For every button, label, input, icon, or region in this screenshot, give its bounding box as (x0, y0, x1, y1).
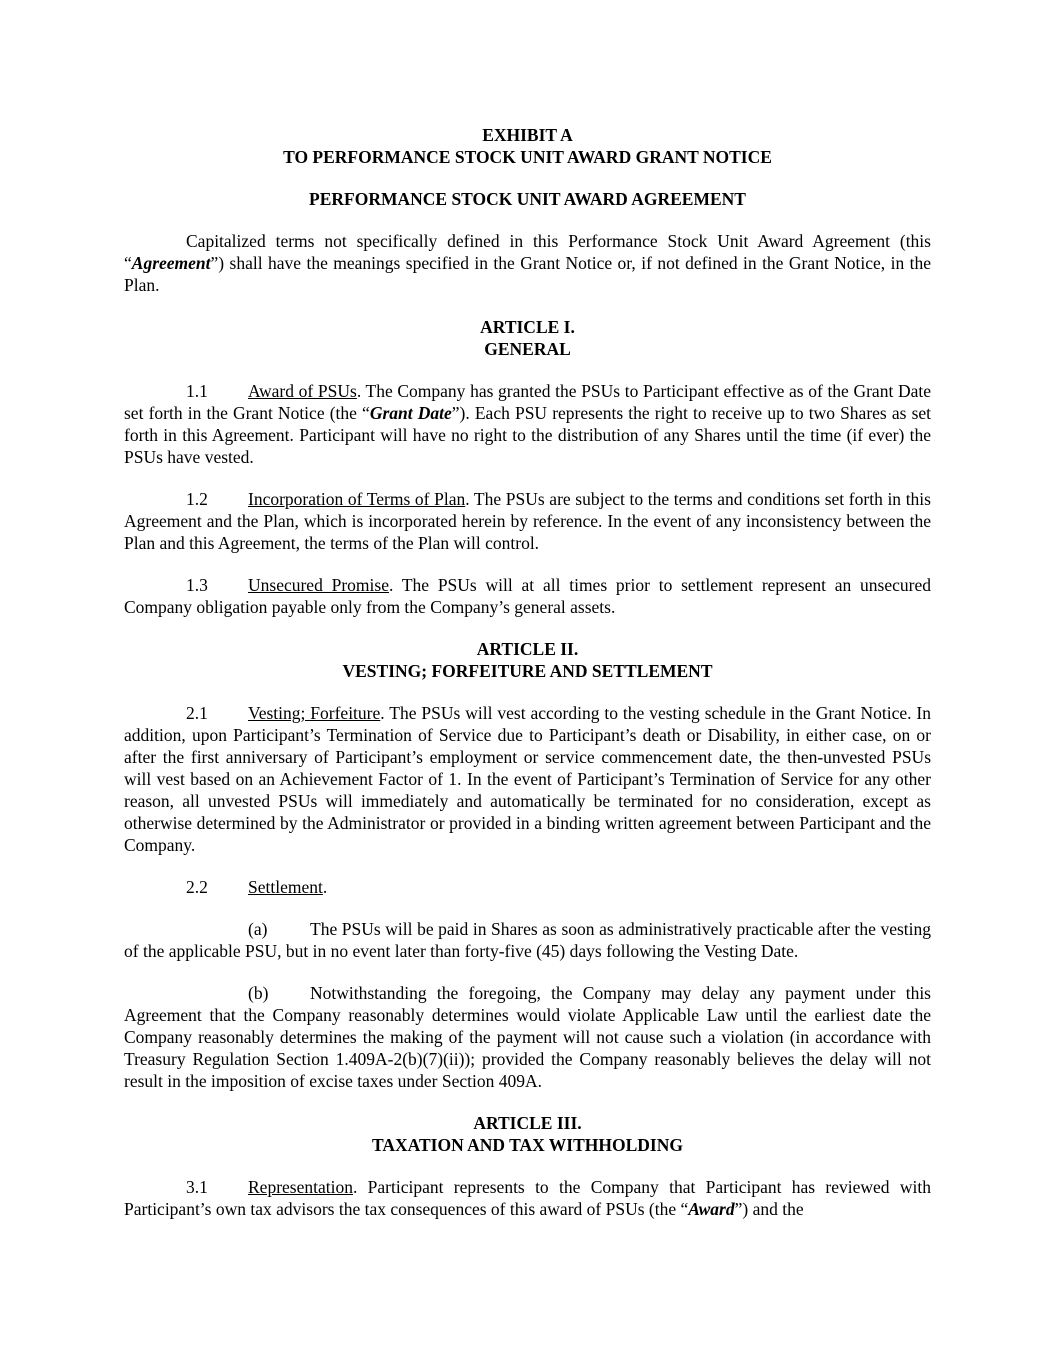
intro-paragraph: Capitalized terms not specifically defined in this Performance Stock Unit Award Agreement (this “Agreement”) shall have the meanings specified in the Grant Notice or, if not defined in the Grant Notice, in the Plan. (124, 231, 931, 295)
section-3-1: 3.1 Representation. Participant represents to the Company that Participant has reviewed with Participant’s own tax advisors the tax consequences of this award of PSUs (the “Award”) and the (124, 1177, 931, 1219)
article-1-subheading: GENERAL (484, 339, 571, 359)
section-1-3-title: Unsecured Promise (248, 575, 389, 595)
section-2-2: 2.2 Settlement. (186, 877, 328, 897)
section-2-1: 2.1 Vesting; Forfeiture. The PSUs will vest according to the vesting schedule in the Grant Notice. In addition, upon Participant’s Termination of Service due to Participant’s death or Disability, in either case, on or after the first anniversary of Participant’s employment or service commencement date, the then-unvested PSUs will vest based on an Achievement Factor of 1. In the event of Participant’s Termination of Service for any other reason, all unvested PSUs will immediately and automatically be terminated for no consideration, except as otherwise determined by the Administrator or provided in a binding written agreement between Participant and the Company. (124, 703, 931, 855)
exhibit-subheading: TO PERFORMANCE STOCK UNIT AWARD GRANT NOTICE (283, 147, 772, 167)
section-1-2-title: Incorporation of Terms of Plan (248, 489, 466, 509)
section-1-2: 1.2 Incorporation of Terms of Plan. The PSUs are subject to the terms and conditions set forth in this Agreement and the Plan, which is incorporated herein by reference. In the event of any inconsistency between the Plan and this Agreement, the terms of the Plan will control. (124, 489, 931, 553)
section-2-2-b: (b) Notwithstanding the foregoing, the Company may delay any payment under this Agreement that the Company reasonably determines would violate Applicable Law until the earliest date the Company reasonably determines the making of the payment will not cause such a violation (in accordance with Treasury Regulation Section 1.409A-2(b)(7)(ii)); provided the Company reasonably believes the delay will not result in the imposition of excise taxes under Section 409A. (124, 983, 931, 1091)
document-page (124, 124, 931, 1220)
article-3-subheading: TAXATION AND TAX WITHHOLDING (371, 1135, 683, 1155)
article-1-heading: ARTICLE I. (480, 317, 575, 337)
section-3-1-title: Representation (248, 1177, 353, 1197)
exhibit-heading: EXHIBIT A (482, 125, 573, 145)
section-1-1-title: Award of PSUs (248, 381, 357, 401)
section-1-1: 1.1 Award of PSUs. The Company has granted the PSUs to Participant effective as of the Grant Date set forth in the Grant Notice (the “Grant Date”). Each PSU represents the right to receive up to two Shares as set forth in this Agreement. Participant will have no right to the distribution of any Shares until the time (if ever) the PSUs have vested. (124, 381, 932, 467)
defined-term-grant-date: Grant Date (369, 403, 452, 423)
article-2-heading: ARTICLE II. (476, 639, 579, 659)
section-1-3: 1.3 Unsecured Promise. The PSUs will at all times prior to settlement represent an unsecured Company obligation payable only from the Company’s general assets. (124, 575, 931, 617)
section-2-2-title: Settlement (248, 877, 323, 897)
section-2-1-title: Vesting; Forfeiture (248, 703, 381, 723)
defined-term-award: Award (688, 1199, 735, 1219)
defined-term-agreement: Agreement (131, 253, 211, 273)
article-2-subheading: VESTING; FORFEITURE AND SETTLEMENT (342, 661, 713, 681)
section-2-2-a: (a) The PSUs will be paid in Shares as soon as administratively practicable after the vesting of the applicable PSU, but in no event later than forty-five (45) days following the Vesting Date. (124, 919, 931, 961)
article-3-heading: ARTICLE III. (473, 1113, 582, 1133)
agreement-title: PERFORMANCE STOCK UNIT AWARD AGREEMENT (309, 189, 746, 209)
